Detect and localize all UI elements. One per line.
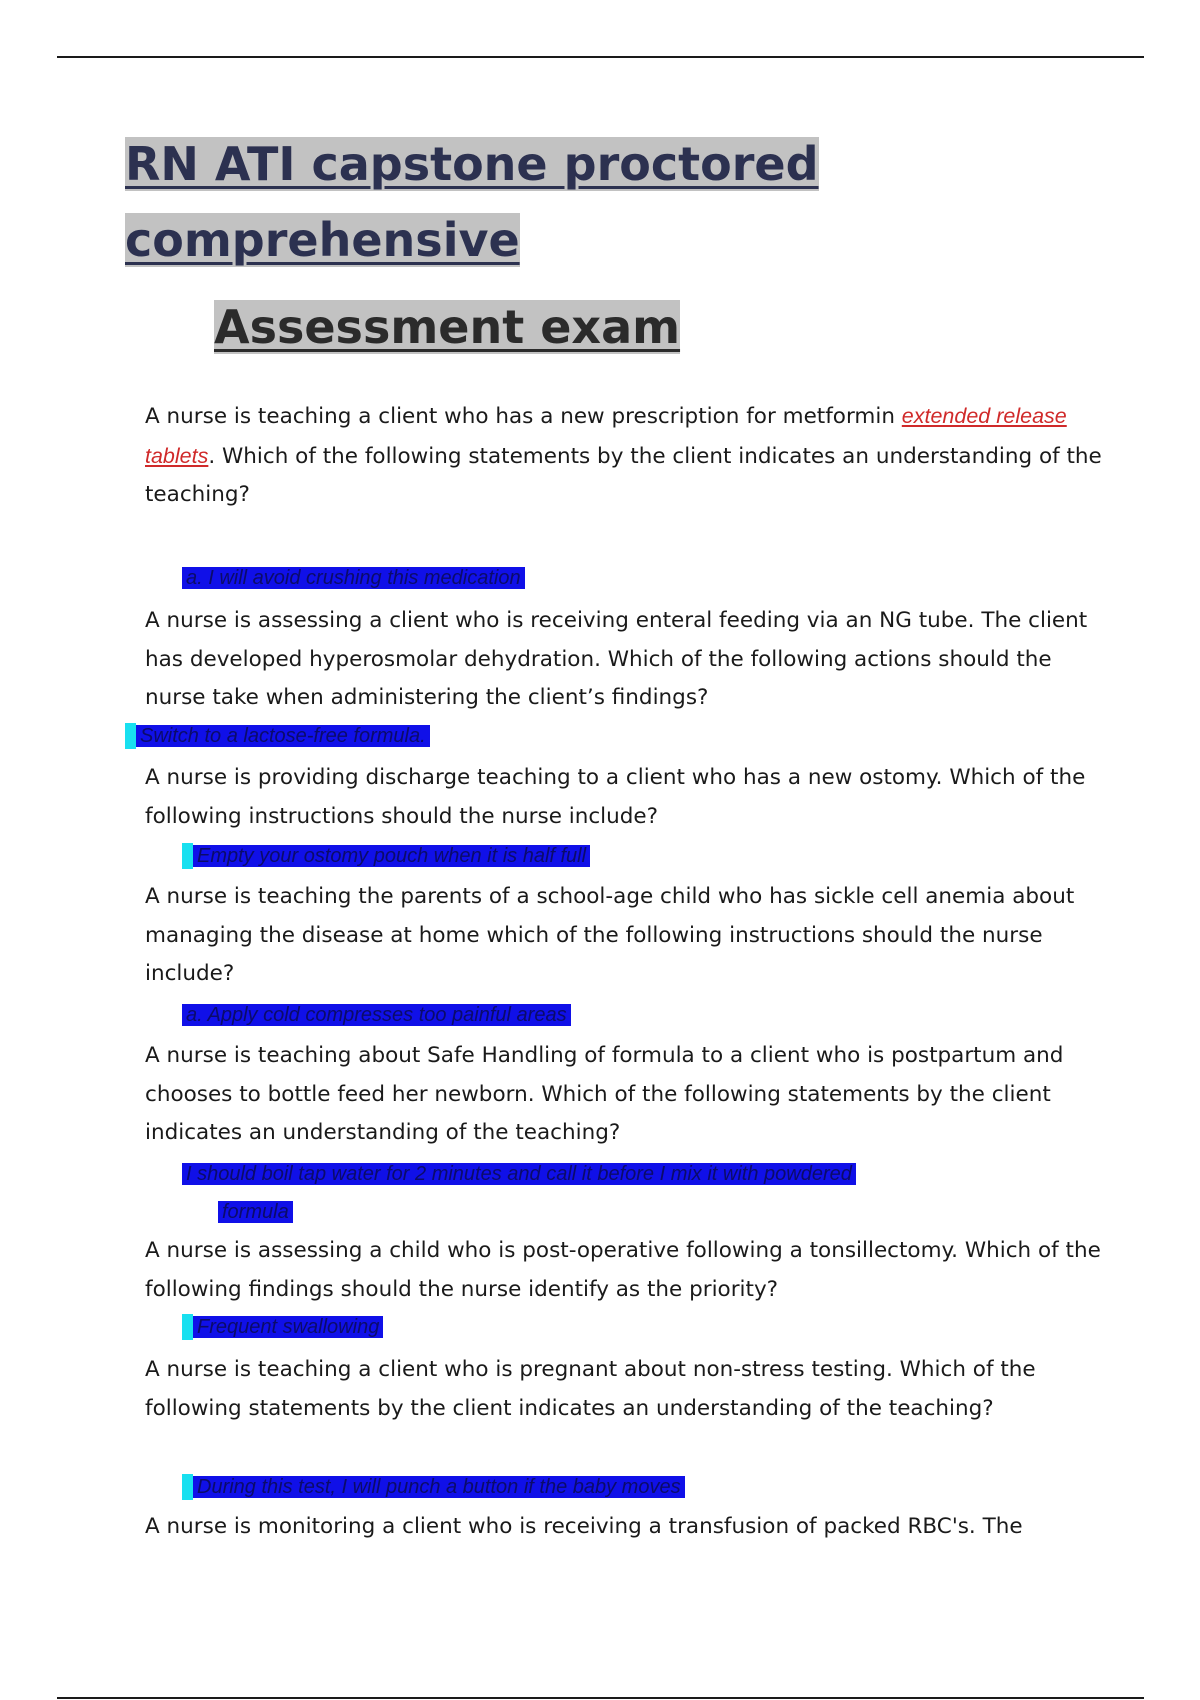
answer-5-line2: formula (218, 1199, 293, 1225)
question-6: A nurse is assessing a child who is post-operative following a tonsillectomy. Which of the following findings should the nurse identify as the priority? (145, 1238, 1101, 1302)
answer-6: Frequent swallowing (182, 1314, 383, 1340)
document-title-line2: comprehensive (125, 213, 520, 267)
question-5: A nurse is teaching about Safe Handling of formula to a client who is postpartum and chooses to bottle feed her newborn. Which of the following statements by the client indicates an understanding of the teaching? (145, 1043, 1064, 1145)
highlighted-term: extended release tablets (145, 404, 1067, 468)
top-rule (57, 56, 1144, 58)
bottom-rule (57, 1697, 1144, 1699)
answer-4: a. Apply cold compresses too painful areas (182, 1002, 571, 1028)
answer-1: a. I will avoid crushing this medication (182, 565, 525, 591)
question-7: A nurse is teaching a client who is pregnant about non-stress testing. Which of the following statements by the client indicates an understanding of the teaching? (145, 1357, 1036, 1421)
question-1: A nurse is teaching a client who has a new prescription for metformin extended release tablets. Which of the following statements by the client indicates an understanding of the teaching? (145, 404, 1102, 507)
question-2: A nurse is assessing a client who is receiving enteral feeding via an NG tube. The client has developed hyperosmolar dehydration. Which of the following actions should the nurse take when administering the client’s findings? (145, 608, 1088, 710)
answer-3: Empty your ostomy pouch when it is half full (182, 843, 590, 869)
answer-7: During this test, I will punch a button if the baby moves (182, 1474, 685, 1500)
question-8: A nurse is monitoring a client who is receiving a transfusion of packed RBC's. The (145, 1514, 1023, 1539)
answer-2: Switch to a lactose-free formula. (125, 723, 430, 749)
document-title-line1: RN ATI capstone proctored (125, 137, 819, 191)
document-subtitle: Assessment exam (214, 300, 681, 354)
answer-5-line1: I should boil tap water for 2 minutes and call it before I mix it with powdered (182, 1161, 856, 1187)
question-4: A nurse is teaching the parents of a school-age child who has sickle cell anemia about managing the disease at home which of the following instructions should the nurse include? (145, 884, 1075, 986)
question-3: A nurse is providing discharge teaching to a client who has a new ostomy. Which of the following instructions should the nurse include? (145, 765, 1086, 829)
